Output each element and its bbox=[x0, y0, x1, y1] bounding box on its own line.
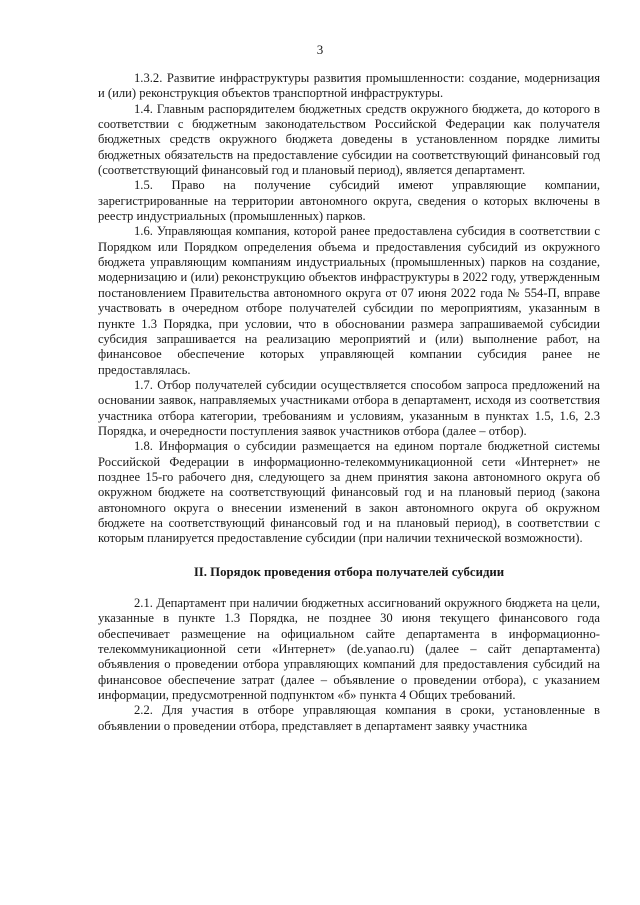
section-heading: II. Порядок проведения отбора получателей субсидии bbox=[193, 564, 505, 579]
paragraph-1-6: 1.6. Управляющая компания, которой ранее предоставлена субсидия в соответствии с Порядком или Порядком определения объема и предоставления субсидий из окружного бюджета управляющим компаниям индустриальных (промышленных) парков на создание, модернизацию и (или) реконструкцию объектов инфраструктуры в 2022 году, утвержденным постановлением Правительства автономного округа от 07 июня 2022 года № 554-П, вправе участвовать в очередном отборе получателей субсидии по мероприятиям, указанным в пункте 1.3 Порядка, при условии, что в обосновании размера запрашиваемой субсидии субсидия запрашивается на реализацию мероприятий и (или) выполнение работ, на финансовое обеспечение которых управляющей компании субсидия ранее не предоставлялась. bbox=[98, 224, 600, 377]
paragraph-1-4: 1.4. Главным распорядителем бюджетных средств окружного бюджета, до которого в соответствии с бюджетным законодательством Российской Федерации как получателя бюджетных средств окружного бюджета доведены в установленном порядке лимиты бюджетных обязательств на предоставление субсидии на соответствующий финансовый год (соответствующий финансовый год и плановый период), является департамент. bbox=[98, 101, 600, 178]
paragraph-2-2: 2.2. Для участия в отборе управляющая компания в сроки, установленные в объявлении о проведении отбора, представляет в департамент заявку участника bbox=[98, 703, 600, 733]
paragraph-1-5: 1.5. Право на получение субсидий имеют управляющие компании, зарегистрированные на территории автономного округа, сведения о которых включены в реестр индустриальных (промышленных) парков. bbox=[98, 178, 600, 224]
paragraph-1-3-2: 1.3.2. Развитие инфраструктуры развития промышленности: создание, модернизация и (или) реконструкция объектов транспортной инфраструктуры. bbox=[98, 71, 600, 101]
paragraph-2-1: 2.1. Департамент при наличии бюджетных ассигнований окружного бюджета на цели, указанные в пункте 1.3 Порядка, не позднее 30 июня текущего финансового года обеспечивает размещение на официальном сайте департамента в информационно-телекоммуникационной сети «Интернет» (de.yanao.ru) (далее – сайт департамента) объявления о проведении отбора управляющих компаний для предоставления субсидий на финансовое обеспечение затрат (далее – объявление о проведении отбора), с указанием информации, предусмотренной подпунктом «б» пункта 4 Общих требований. bbox=[98, 596, 600, 703]
paragraph-1-8: 1.8. Информация о субсидии размещается на едином портале бюджетной системы Российской Федерации в информационно-телекоммуникационной сети «Интернет» не позднее 15-го рабочего дня, следующего за днем принятия закона автономного округа об окружном бюджете на соответствующий финансовый год и на плановый период (закона автономного округа о внесении изменений в закон автономного округа об окружном бюджете на соответствующий финансовый год и на плановый период), в соответствии с которым планируется предоставление субсидии (при наличии технической возможности). bbox=[98, 439, 600, 546]
page-number: 3 bbox=[316, 42, 324, 57]
document-body bbox=[98, 71, 600, 734]
paragraph-1-7: 1.7. Отбор получателей субсидии осуществляется способом запроса предложений на основании заявок, направляемых участниками отбора в департамент, исходя из соответствия участника отбора категории, требованиям и условиям, указанным в пунктах 1.5, 1.6, 2.3 Порядка, и очередности поступления заявок участников отбора (далее – отбор). bbox=[98, 377, 600, 438]
